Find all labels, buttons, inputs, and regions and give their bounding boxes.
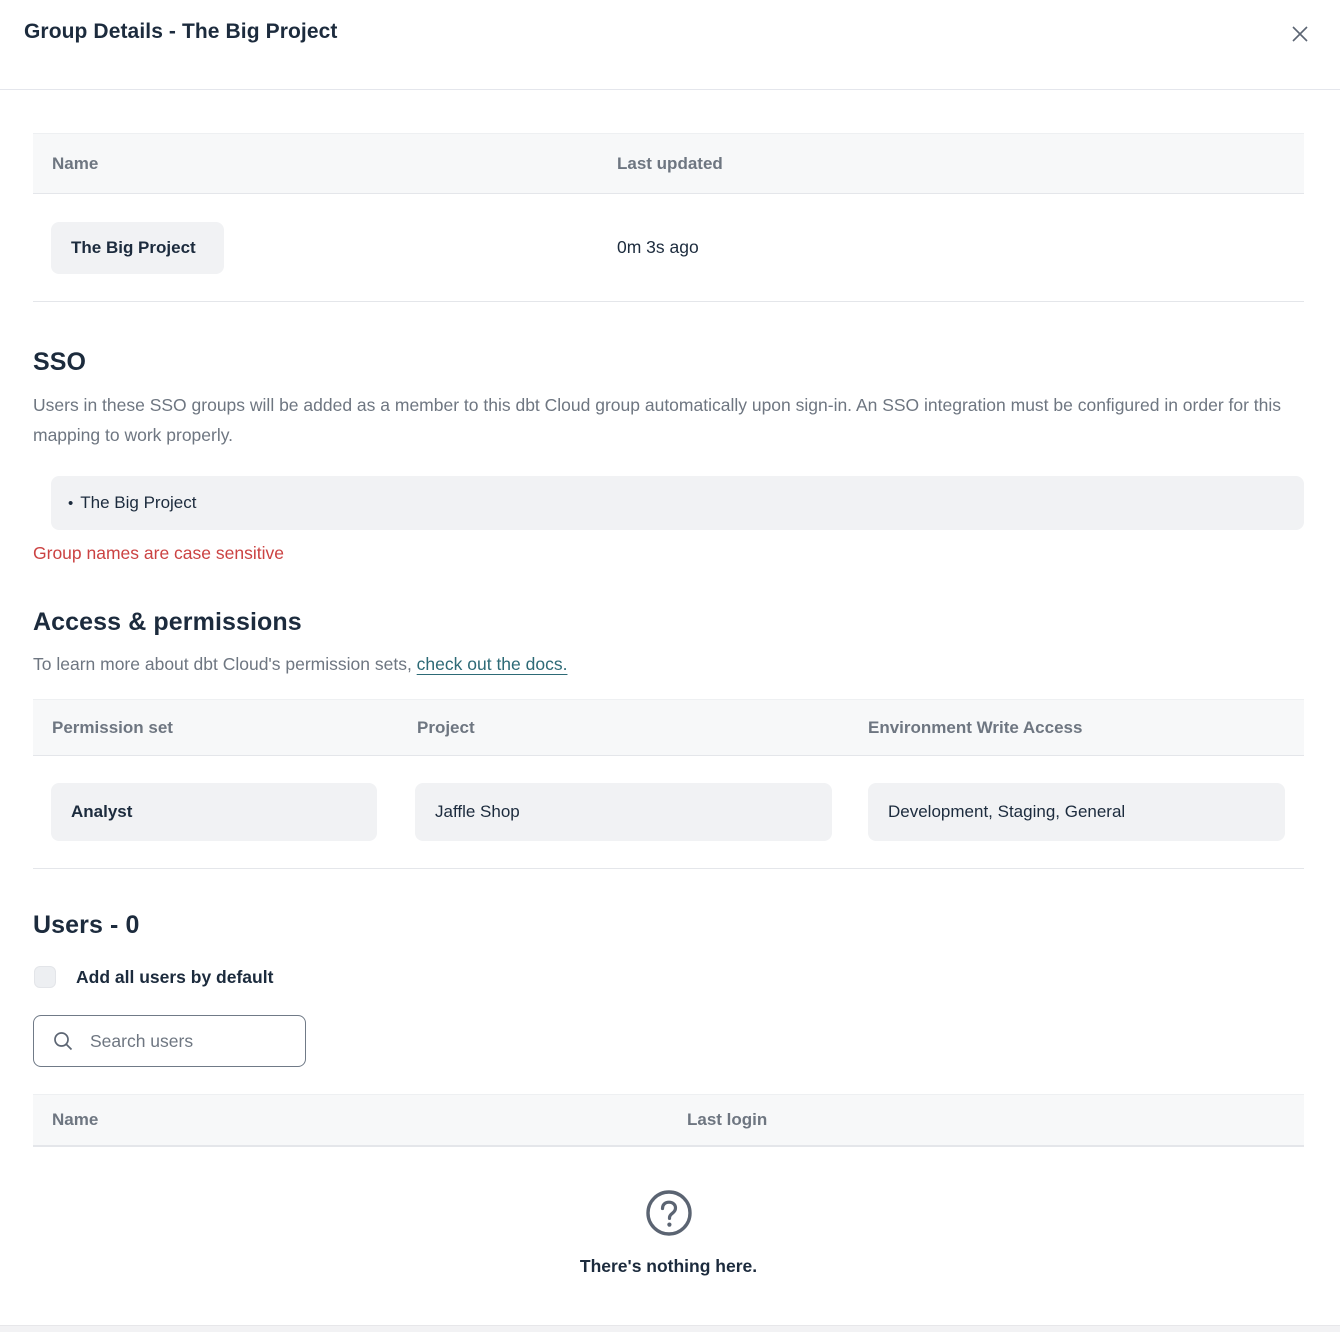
search-users-input[interactable]: [90, 1031, 291, 1052]
column-header-project: Project: [417, 717, 475, 737]
add-all-users-label: Add all users by default: [76, 966, 274, 987]
group-table-header: [33, 133, 1304, 194]
docs-link[interactable]: check out the docs.: [416, 654, 568, 674]
modal-header: [0, 0, 1340, 90]
search-users-box[interactable]: [33, 1015, 306, 1067]
add-all-users-row: [34, 966, 1304, 988]
sso-heading: SSO: [33, 348, 87, 376]
column-header-last-login: Last login: [687, 1110, 768, 1129]
table-row: [33, 194, 1304, 301]
modal-footer-edge: [0, 1325, 1340, 1332]
permissions-table-header: [33, 699, 1304, 756]
search-icon: [53, 1031, 74, 1052]
sso-description: Users in these SSO groups will be added as a member to this dbt Cloud group automatically upon sign-in. An SSO integration must be configured in order for this mapping to work properly.: [33, 395, 1282, 445]
column-header-environment-write-access: Environment Write Access: [868, 717, 1083, 737]
bullet-icon: •: [68, 494, 74, 512]
environment-write-access-value: Development, Staging, General: [868, 783, 1285, 841]
column-header-last-updated: Last updated: [617, 153, 723, 173]
group-table: [33, 133, 1304, 302]
sso-group-name: The Big Project: [80, 493, 197, 512]
users-heading: Users - 0: [33, 911, 140, 939]
project-value: Jaffle Shop: [415, 783, 832, 841]
case-sensitive-warning: Group names are case sensitive: [33, 543, 284, 563]
add-all-users-checkbox[interactable]: [34, 966, 56, 988]
group-name-value: The Big Project: [51, 222, 224, 274]
sso-group-item: [51, 476, 1304, 530]
access-description-text: To learn more about dbt Cloud's permission sets,: [33, 654, 417, 674]
close-button[interactable]: [1284, 18, 1316, 53]
column-header-name: Name: [52, 153, 99, 173]
question-circle-icon: [644, 1188, 694, 1243]
empty-state: [33, 1188, 1304, 1277]
column-header-user-name: Name: [52, 1110, 99, 1129]
access-permissions-heading: Access & permissions: [33, 608, 302, 636]
column-header-permission-set: Permission set: [52, 717, 173, 737]
last-updated-value: 0m 3s ago: [617, 237, 699, 257]
permission-set-value: Analyst: [51, 783, 377, 841]
page-title: Group Details - The Big Project: [24, 20, 338, 43]
users-table-header: [33, 1094, 1304, 1146]
table-row: [33, 756, 1304, 868]
close-icon: [1288, 34, 1312, 49]
permissions-table: [33, 699, 1304, 869]
empty-state-message: There's nothing here.: [579, 1256, 758, 1276]
users-table: [33, 1094, 1304, 1147]
modal-body: [0, 133, 1340, 1277]
access-description: [33, 654, 1304, 675]
